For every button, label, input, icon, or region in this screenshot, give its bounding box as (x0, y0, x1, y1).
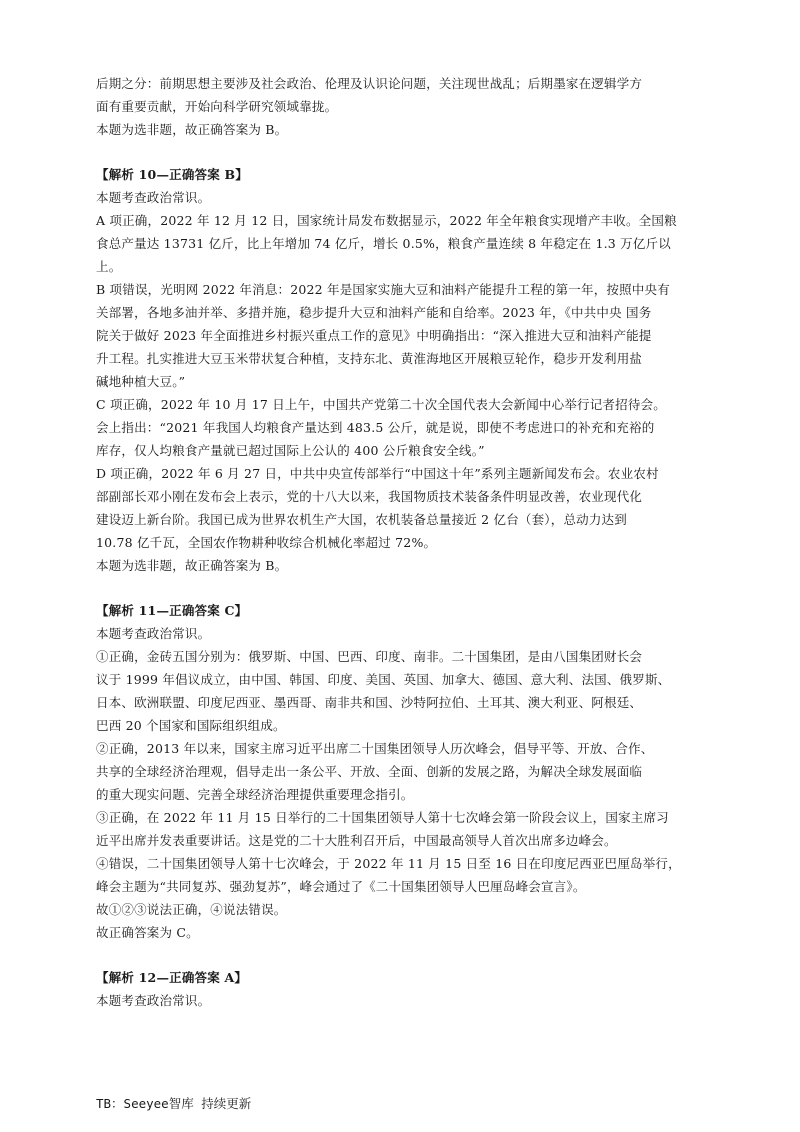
text-line: ①正确，金砖五国分别为：俄罗斯、中国、巴西、印度、南非。二十国集团，是由八国集团财长会 (96, 649, 643, 664)
text-line: 共享的全球经济治理观，倡导走出一条公平、开放、全面、创新的发展之路，为解决全球发展面临 (96, 764, 643, 779)
text-line: C 项正确，2022 年 10 月 17 日上午，中国共产党第二十次全国代表大会新闻中心举行记者招待会。 (96, 397, 666, 412)
text-line: 的重大现实问题、完善全球经济治理提供重要理念指引。 (96, 787, 414, 802)
text-line: 本题为选非题，故正确答案为 B。 (96, 558, 288, 573)
text-line: 巴西 20 个国家和国际组织组成。 (96, 718, 286, 733)
text-line: 故①②③说法正确，④说法错误。 (96, 902, 287, 917)
text-line: 10.78 亿千瓦，全国农作物耕种收综合机械化率超过 72%。 (96, 535, 437, 550)
text-line: ④错误，二十国集团领导人第十七次峰会，于 2022 年 11 月 15 日至 16 日在印度尼西亚巴厘岛举行， (96, 856, 681, 871)
text-line: 日本、欧洲联盟、印度尼西亚、墨西哥、南非共和国、沙特阿拉伯、土耳其、澳大利亚、阿根廷、 (96, 695, 643, 710)
text-line: 峰会主题为“共同复苏、强劲复苏”，峰会通过了《二十国集团领导人巴厘岛峰会宣言》。 (96, 879, 586, 894)
text-line: 本题为选非题，故正确答案为 B。 (96, 122, 288, 137)
text-line: 关部署，各地多油并举、多措并施，稳步提升大豆和油料产能和自给率。2023 年，《中共中央 国务 (96, 305, 652, 320)
text-line: 食总产量达 13731 亿斤，比上年增加 74 亿斤，增长 0.5%，粮食产量连续 8 年稳定在 1.3 万亿斤以 (96, 236, 671, 251)
text-line: 面有重要贡献，开始向科学研究领域靠拢。 (96, 99, 338, 114)
text-line: 议于 1999 年倡议成立，由中国、韩国、印度、美国、英国、加拿大、德国、意大利、法国、俄罗斯、 (96, 672, 671, 687)
section-heading: 【解析 12—正确答案 A】 (96, 970, 248, 985)
intro-paragraph (96, 72, 706, 141)
text-line: B 项错误，光明网 2022 年消息：2022 年是国家实施大豆和油料产能提升工程的第一年，按照中央有 (96, 282, 670, 297)
text-line: 本题考查政治常识。 (96, 190, 211, 205)
text-line: 建设迈上新台阶。我国已成为世界农机生产大国，农机装备总量接近 2 亿台（套），总动力达到 (96, 512, 627, 527)
text-line: 会上指出：“2021 年我国人均粮食产量达到 483.5 公斤，就是说，即使不考虑进口的补充和充裕的 (96, 420, 655, 435)
section-heading: 【解析 10—正确答案 B】 (96, 167, 248, 182)
text-line: 碱地种植大豆。” (96, 374, 186, 389)
analysis-section-12 (96, 966, 706, 1012)
text-line: 本题考查政治常识。 (96, 626, 211, 641)
analysis-section-10 (96, 163, 706, 577)
text-line: 部副部长邓小刚在发布会上表示，党的十八大以来，我国物质技术装备条件明显改善，农业现代化 (96, 489, 643, 504)
analysis-section-11 (96, 599, 706, 944)
section-heading: 【解析 11—正确答案 C】 (96, 603, 248, 618)
text-line: A 项正确，2022 年 12 月 12 日，国家统计局发布数据显示，2022 年全年粮食实现增产丰收。全国粮 (96, 213, 677, 228)
text-line: 院关于做好 2023 年全面推进乡村振兴重点工作的意见》中明确指出：“深入推进大豆和油料产能提 (96, 328, 652, 343)
text-line: 上。 (96, 259, 122, 274)
text-line: 近平出席并发表重要讲话。这是党的二十大胜利召开后，中国最高领导人首次出席多边峰会。 (96, 833, 617, 848)
document-body (96, 72, 706, 1012)
text-line: 库存，仅人均粮食产量就已超过国际上公认的 400 公斤粮食安全线。” (96, 443, 485, 458)
text-line: ②正确，2013 年以来，国家主席习近平出席二十国集团领导人历次峰会，倡导平等、开放、合作、 (96, 741, 654, 756)
text-line: 故正确答案为 C。 (96, 925, 199, 940)
text-line: 后期之分：前期思想主要涉及社会政治、伦理及认识论问题，关注现世战乱；后期墨家在逻辑学方 (96, 76, 643, 91)
text-line: ③正确，在 2022 年 11 月 15 日举行的二十国集团领导人第十七次峰会第一阶段会议上，国家主席习 (96, 810, 669, 825)
text-line: 本题考查政治常识。 (96, 993, 211, 1008)
page-footer: TB：Seeyee智库 持续更新 (96, 1096, 252, 1111)
text-line: D 项正确，2022 年 6 月 27 日，中共中央宣传部举行“中国这十年”系列主题新闻发布会。农业农村 (96, 466, 659, 481)
text-line: 升工程。扎实推进大豆玉米带状复合种植，支持东北、黄淮海地区开展粮豆轮作，稳步开发利用盐 (96, 351, 643, 366)
